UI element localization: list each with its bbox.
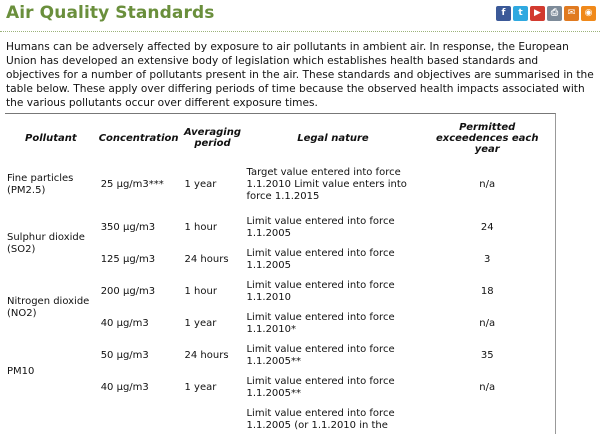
period-cell: 24 hours [184,350,229,361]
period-cell: 1 hour [184,222,217,233]
print-icon[interactable]: ⎙ [547,6,562,21]
standards-table-container [5,113,556,434]
exceedences-cell: n/a [479,382,496,393]
pollutant-cell: Fine particles (PM2.5) [7,173,74,196]
page-header [0,0,600,32]
period-cell: 1 hour [184,286,217,297]
youtube-icon[interactable]: ▶ [530,6,545,21]
legal-nature-cell: Limit value entered into force 1.1.2005 [246,216,395,239]
rss-icon[interactable]: ◉ [581,6,596,21]
exceedences-cell: 3 [484,254,491,265]
exceedences-cell: 24 [480,222,494,233]
legal-nature-cell: Limit value entered into force 1.1.2010* [246,312,395,335]
table-row [5,404,553,434]
header-permitted-exceedences: Permitted exceedences each year [435,121,539,155]
header-legal-nature: Legal nature [297,132,369,144]
concentration-cell: 350 µg/m3 [100,222,156,233]
period-cell: 1 year [184,179,217,190]
legal-nature-cell: Target value entered into force 1.1.2010 Limit value enters into force 1.1.2015 [246,167,407,202]
concentration-cell: 40 µg/m3 [100,382,149,393]
period-cell: 1 year [184,382,217,393]
email-icon[interactable]: ✉ [564,6,579,21]
exceedences-cell: 35 [480,350,494,361]
exceedences-cell: 18 [480,286,494,297]
concentration-cell: 125 µg/m3 [100,254,156,265]
share-icons [496,6,596,21]
legal-nature-cell: Limit value entered into force 1.1.2005 [246,248,395,271]
concentration-cell: 200 µg/m3 [100,286,156,297]
intro-paragraph: Humans can be adversely affected by exposure to air pollutants in ambient air. In response, the European Union has developed an extensive body of legislation which establishes health based standards and objectives for a number of pollutants present in the air. These standards and objectives are summarised in the table below. These apply over differing periods of time because the observed health impacts associated with the various pollutants occur over different exposure times. [6,41,594,109]
facebook-icon[interactable]: f [496,6,511,21]
header-averaging-period: Averaging period [183,127,242,149]
pollutant-cell: PM10 [7,366,35,377]
page-title: Air Quality Standards [6,3,215,23]
twitter-icon[interactable]: t [513,6,528,21]
legal-nature-cell: Limit value entered into force 1.1.2010 [246,280,395,303]
header-divider [0,31,600,32]
period-cell: 1 year [184,318,217,329]
pollutant-cell [5,404,97,434]
exceedences-cell [421,404,553,434]
concentration-cell: 40 µg/m3 [100,318,149,329]
header-pollutant: Pollutant [25,132,77,144]
pollutant-cell: Nitrogen dioxide (NO2) [7,296,90,319]
exceedences-cell: n/a [479,179,496,190]
table-row [5,212,553,244]
exceedences-cell: n/a [479,318,496,329]
pollutant-cell: Sulphur dioxide (SO2) [7,232,85,255]
air-quality-standards-table [5,114,553,434]
table-row [5,276,553,308]
table-row [5,340,553,372]
concentration-cell: 25 µg/m3*** [100,179,164,190]
header-concentration: Concentration [98,132,179,144]
period-cell [181,404,245,434]
table-row [5,158,553,212]
legal-nature-cell: Limit value entered into force 1.1.2005** [246,344,395,367]
legal-nature-cell: Limit value entered into force 1.1.2005 (or 1.1.2010 in the [246,408,395,431]
concentration-cell: 50 µg/m3 [100,350,149,361]
period-cell: 24 hours [184,254,229,265]
legal-nature-cell: Limit value entered into force 1.1.2005** [246,376,395,399]
concentration-cell [97,404,181,434]
